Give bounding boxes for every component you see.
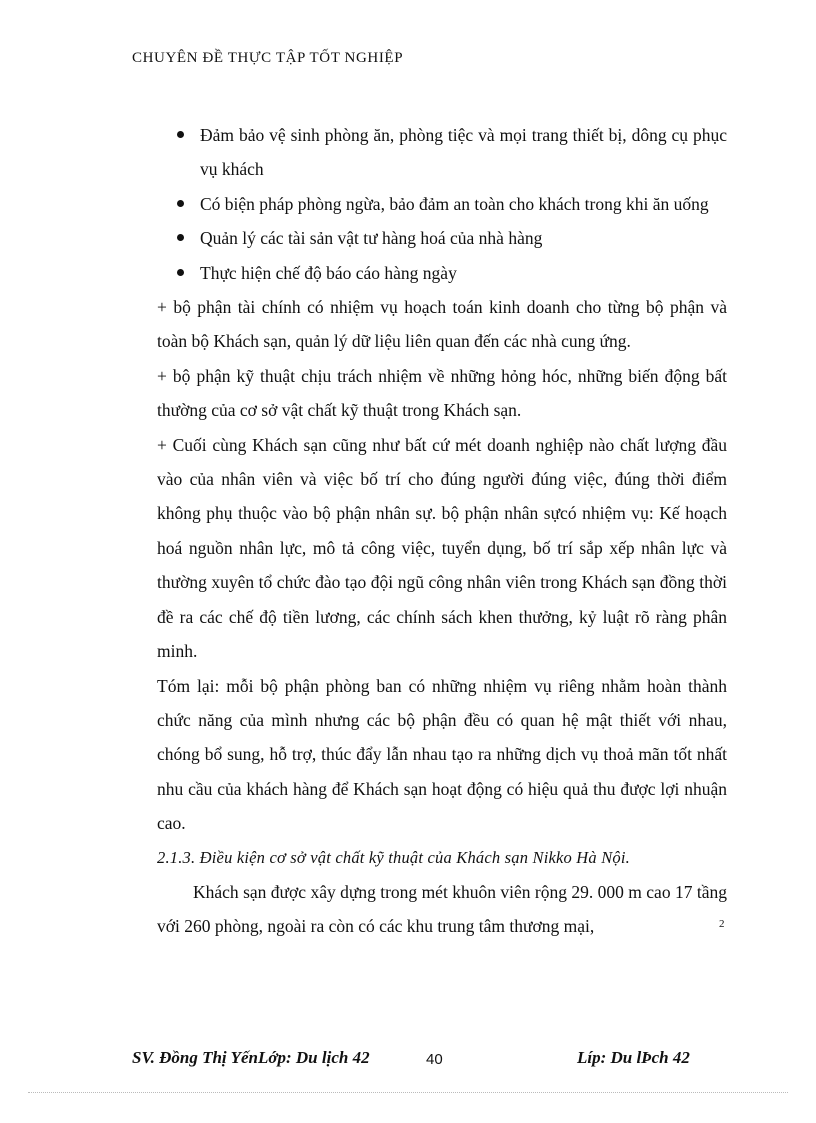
paragraph-personnel: + Cuối cùng Khách sạn cũng như bất cứ mét doanh nghiệp nào chất lượng đầu vào của nhân viên và việc bố trí cho đúng người đúng việc, đúng thời điểm không phụ thuộc vào bộ phận nhân sự. bộ phận nhân sựcó nhiệm vụ: Kế hoạch hoá nguồn nhân lực, mô tả công việc, tuyển dụng, bố trí sắp xếp nhân lực và thường xuyên tổ chức đào tạo đội ngũ công nhân viên trong Khách sạn đồng thời đề ra các chế độ tiền lương, các chính sách khen thưởng, kỷ luật rõ ràng phân minh. xyxy=(157,434,727,662)
bullet-item: Có biện pháp phòng ngừa, bảo đảm an toàn cho khách trong khi ăn uống xyxy=(157,187,727,221)
page-header: CHUYÊN ĐỀ THỰC TẬP TỐT NGHIỆP xyxy=(132,50,404,66)
section-body: Khách sạn được xây dựng trong mét khuôn viên rộng 29. 000 m cao 17 tầng với 260 phòng, ngoài ra còn có các khu trung tâm thương mại, xyxy=(157,881,727,937)
page-number: 40 xyxy=(426,1051,443,1068)
footer-student: SV. Đồng Thị YếnLớp: Du lịch 42 xyxy=(132,1048,370,1067)
bullet-item: Thực hiện chế độ báo cáo hàng ngày xyxy=(157,256,727,290)
paragraph-summary: Tóm lại: mỗi bộ phận phòng ban có những nhiệm vụ riêng nhằm hoàn thành chức năng của mình nhưng các bộ phận đều có quan hệ mật thiết với nhau, chóng bổ sung, hỗ trợ, thúc đẩy lẫn nhau tạo ra những dịch vụ thoả mãn tốt nhất nhu cầu của khách hàng để Khách sạn hoạt động có hiệu quả thu được lợi nhuận cao. xyxy=(157,675,727,834)
superscript-mark: 2 xyxy=(719,918,725,930)
paragraph-finance: + bộ phận tài chính có nhiệm vụ hoạch toán kinh doanh cho từng bộ phận và toàn bộ Khách sạn, quản lý dữ liệu liên quan đến các nhà cung ứng. xyxy=(157,297,727,352)
bullet-list xyxy=(157,118,727,290)
section-heading: 2.1.3. Điều kiện cơ sở vật chất kỹ thuật của Khách sạn Nikko Hà Nội. xyxy=(157,847,630,867)
footer-divider xyxy=(28,1092,788,1093)
paragraph-technical: + bộ phận kỹ thuật chịu trách nhiệm về những hỏng hóc, những biến động bất thường của cơ sở vật chất kỹ thuật trong Khách sạn. xyxy=(157,365,727,421)
bullet-item: Quản lý các tài sản vật tư hàng hoá của nhà hàng xyxy=(157,221,727,255)
bullet-item: Đảm bảo vệ sinh phòng ăn, phòng tiệc và mọi trang thiết bị, dông cụ phục vụ khách xyxy=(157,118,727,187)
body-text xyxy=(157,118,727,944)
footer-class: Líp: Du lÞch 42 xyxy=(577,1048,690,1067)
